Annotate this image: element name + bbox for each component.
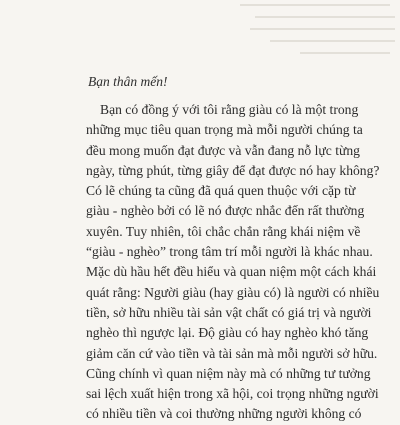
text-line: Mặc dù hầu hết đều hiểu và quan niệm một cách khái bbox=[86, 264, 377, 280]
text-line: giàu - nghèo bởi có lẽ nó được nhắc đến rất thường bbox=[86, 203, 365, 219]
text-line: sai lệch xuất hiện trong xã hội, coi trọng những người bbox=[86, 386, 379, 402]
text-line: giảm căn cứ vào tiền và tài sản mà mỗi người sở hữu. bbox=[86, 345, 378, 361]
bleed-through-text bbox=[0, 0, 400, 60]
text-line: tiền, sở hữu nhiều tài sản vật chất có giá trị và người bbox=[86, 304, 372, 320]
text-line: “giàu - nghèo” trong tâm trí mỗi người là khác nhau. bbox=[86, 244, 373, 260]
text-line: Bạn có đồng ý với tôi rằng giàu có là một trong bbox=[100, 102, 359, 117]
text-line: nghèo thì ngược lại. Độ giàu có hay nghèo khó tăng bbox=[86, 325, 369, 341]
body-paragraph bbox=[86, 100, 386, 425]
salutation: Bạn thân mến! bbox=[88, 74, 168, 89]
text-line: Cũng chính vì quan niệm này mà có những tư tưởng bbox=[86, 365, 371, 381]
text-line: Có lẽ chúng ta cũng đã quá quen thuộc với cặp từ bbox=[86, 183, 356, 199]
text-line: ngày, từng phút, từng giây để đạt được nó hay không? bbox=[86, 162, 380, 178]
text-line: xuyên. Tuy nhiên, tôi chắc chắn rằng khái niệm về bbox=[86, 223, 361, 239]
text-line: quát rằng: Người giàu (hay giàu có) là người có nhiều bbox=[86, 284, 380, 300]
text-line: những mục tiêu quan trọng mà mỗi người chúng ta bbox=[86, 122, 363, 138]
text-line: đều mong muốn đạt được và vẫn đang nỗ lực từng bbox=[86, 142, 360, 158]
text-line: có nhiều tiền và coi thường những người không có bbox=[86, 406, 362, 422]
